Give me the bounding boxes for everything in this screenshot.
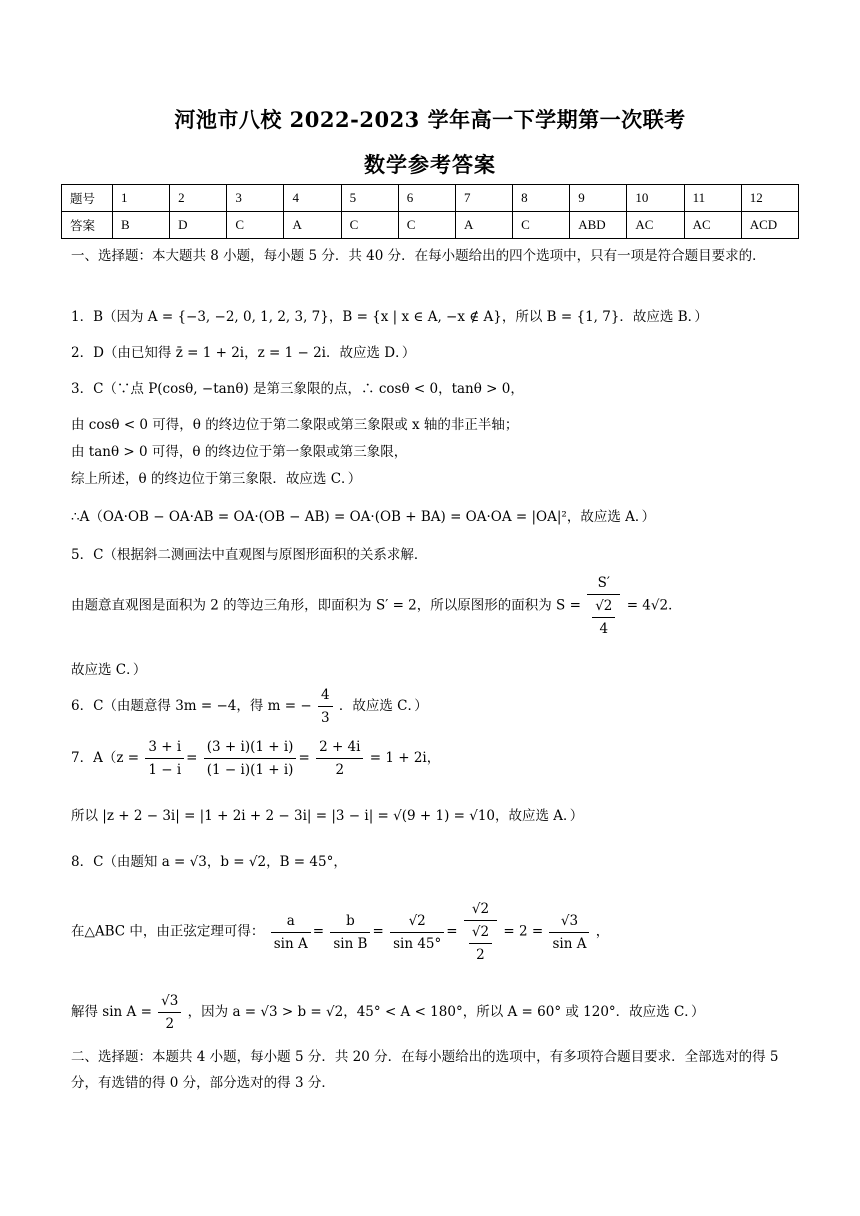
q5-inner-fraction xyxy=(592,595,615,640)
q7-f1-numerator: 3 + i xyxy=(145,736,184,759)
q8-f4-denominator xyxy=(464,921,497,966)
q7-f3-numerator: 2 + 4i xyxy=(316,736,363,759)
table-cell: C xyxy=(341,212,398,239)
answer-q6 xyxy=(71,684,428,729)
q8-text-before: 在△ABC 中，由正弦定理可得： xyxy=(71,923,265,940)
q7-fraction-2 xyxy=(204,736,297,781)
table-header-label: 题号 xyxy=(62,185,113,212)
q8-middle-text: = 2 = xyxy=(503,923,544,940)
q5-fraction-denominator xyxy=(587,595,620,640)
answer-q7-line2: 所以 |z + 2 − 3i| = |1 + 2i + 2 − 3i| = |3 − i| = √(9 + 1) = √10，故应选 A．） xyxy=(71,808,584,824)
answer-q5-line1: 5．C（根据斜二测画法中直观图与原图形面积的关系求解． xyxy=(71,547,428,563)
q7-f3-denominator: 2 xyxy=(335,762,345,778)
table-cell: ACD xyxy=(741,212,798,239)
q6-text-after: ．故应选 C．） xyxy=(338,698,428,714)
q8-f3-numerator: √2 xyxy=(390,910,444,933)
q5-fraction-numerator: S′ xyxy=(587,572,620,595)
q7-f1-denominator: 1 − i xyxy=(148,762,182,778)
q8-f5-denominator: sin A xyxy=(552,935,587,952)
q8-f3-denominator: sin 45° xyxy=(393,935,442,952)
q7-fraction-1 xyxy=(145,736,184,781)
q8-f2-denominator: sin B xyxy=(333,935,368,952)
answer-q3-line2: 由 cosθ < 0 可得，θ 的终边位于第二象限或第三象限或 x 轴的非正半轴； xyxy=(71,417,519,433)
table-cell: 9 xyxy=(570,185,627,212)
table-cell: A xyxy=(455,212,512,239)
q8-fraction-1 xyxy=(271,910,311,955)
q8-f4-numerator: √2 xyxy=(464,898,497,921)
q8-fraction-2 xyxy=(330,910,370,955)
table-cell: 7 xyxy=(455,185,512,212)
answer-q2: 2．D（由已知得 z̄ = 1 + 2i，z = 1 − 2i．故应选 D．） xyxy=(71,345,416,361)
q6-denominator: 3 xyxy=(321,710,330,726)
table-cell: 2 xyxy=(170,185,227,212)
answer-q5-line2 xyxy=(71,572,682,640)
q5-text-after: = 4√2． xyxy=(626,597,682,614)
answer-q1: 1．B（因为 A = {−3, −2, 0, 1, 2, 3, 7}，B = {x | x ∈ A, −x ∉ A}，所以 B = {1, 7}．故应选 B．） xyxy=(71,309,708,325)
page-subtitle: 数学参考答案 xyxy=(364,152,496,177)
q8c-fraction xyxy=(158,990,181,1035)
answer-q8-line3 xyxy=(71,990,705,1035)
q8c-text-before: 解得 sin A = xyxy=(71,1004,152,1020)
q8-fraction-3 xyxy=(390,910,444,955)
q7-f2-numerator: (3 + i)(1 + i) xyxy=(204,736,297,759)
table-cell: 3 xyxy=(227,185,284,212)
answer-q4: ∴A（OA·OB − OA·AB = OA·(OB − AB) = OA·(OB + BA) = OA·OA = |OA|²，故应选 A．） xyxy=(71,509,656,525)
q8-f5-numerator: √3 xyxy=(549,910,589,933)
table-cell: AC xyxy=(684,212,741,239)
q8-f4-inner-fraction xyxy=(469,921,492,966)
q8-f1-denominator: sin A xyxy=(273,935,308,952)
table-cell: 11 xyxy=(684,185,741,212)
table-cell: C xyxy=(513,212,570,239)
q5-text-before: 由题意直观图是面积为 2 的等边三角形，即面积为 S′ = 2，所以原图形的面积为 S = xyxy=(71,597,581,614)
q5-inner-numerator: √2 xyxy=(592,595,615,618)
table-cell: D xyxy=(170,212,227,239)
table-cell: C xyxy=(227,212,284,239)
section-two-intro: 二、选择题：本题共 4 小题，每小题 5 分．共 20 分．在每小题给出的选项中，有多项符合题目要求．全部选对的得 5 分，有选错的得 0 分，部分选对的得 3 分． xyxy=(71,1049,779,1091)
q6-fraction xyxy=(318,684,333,729)
section-one-intro: 一、选择题：本大题共 8 小题，每小题 5 分．共 40 分．在每小题给出的四个选项中，只有一项是符合题目要求的． xyxy=(71,248,766,264)
q8-f4-inner-numerator: √2 xyxy=(469,921,492,944)
q8-f1-numerator: a xyxy=(271,910,311,933)
table-cell: A xyxy=(284,212,341,239)
q8-fraction-4 xyxy=(464,898,497,966)
table-cell: ABD xyxy=(570,212,627,239)
q8c-numerator: √3 xyxy=(158,990,181,1013)
answer-q5-line3: 故应选 C．） xyxy=(71,662,147,678)
answer-q3-line1: 3．C（∵点 P(cosθ, −tanθ) 是第三象限的点，∴ cosθ < 0，tanθ > 0， xyxy=(71,381,524,397)
q5-fraction xyxy=(587,572,620,640)
page-title: 河池市八校 2022-2023 学年高一下学期第一次联考 xyxy=(174,107,686,132)
q7-f2-denominator: (1 − i)(1 + i) xyxy=(206,762,294,778)
table-cell: 10 xyxy=(627,185,684,212)
table-cell: 4 xyxy=(284,185,341,212)
answer-q8-line2: 在△ABC 中，由正弦定理可得： $\frac{a}{\text{sin A}}$ = $\frac{b}{\text{sin B}}$ = $\frac{√2}{\sin 45^\circ}$ = $\frac{√2}{\frac{√2}{2}}$ = 2 = $\frac{√3}{\text{sin A}}$ ， xyxy=(71,898,609,966)
q8-f2-numerator: b xyxy=(330,910,370,933)
table-cell: 8 xyxy=(513,185,570,212)
table-cell: AC xyxy=(627,212,684,239)
q5-inner-denominator: 4 xyxy=(599,621,609,637)
q8-fraction-5 xyxy=(549,910,589,955)
q8c-denominator: 2 xyxy=(165,1016,175,1032)
table-answer-label: 答案 xyxy=(62,212,113,239)
table-cell: 12 xyxy=(741,185,798,212)
q8-text-after: ， xyxy=(595,923,610,940)
table-cell: B xyxy=(113,212,170,239)
answer-q3-line4: 综上所述，θ 的终边位于第三象限．故应选 C．） xyxy=(71,471,362,487)
q7-text-after: = 1 + 2i， xyxy=(369,750,441,766)
answer-q7-line1: 7．A（z = $\frac{3 + i}{1 - i}$ = $\frac{(3 + i)(1 + i)}{(1 - i)(1 + i)}$ = $\frac{2 + 4i}{2}$ = 1 + 2i， xyxy=(71,736,440,781)
answer-q3-line3: 由 tanθ > 0 可得，θ 的终边位于第一象限或第三象限， xyxy=(71,444,408,460)
q7-fraction-3 xyxy=(316,736,363,781)
q6-text-before: 6．C（由题意得 3m = −4，得 m = − xyxy=(71,698,312,714)
table-cell: 5 xyxy=(341,185,398,212)
answer-table xyxy=(61,184,799,239)
q6-numerator: 4 xyxy=(318,684,333,707)
table-row-numbers xyxy=(62,185,799,212)
table-cell: C xyxy=(398,212,455,239)
q8-f4-inner-denominator: 2 xyxy=(476,947,485,963)
q8c-text-after: ，因为 a = √3 > b = √2，45° < A < 180°，所以 A = 60° 或 120°．故应选 C．） xyxy=(187,1004,705,1020)
q7-text-before: 7．A（z = xyxy=(71,750,140,766)
table-row-answers xyxy=(62,212,799,239)
table-cell: 6 xyxy=(398,185,455,212)
table-cell: 1 xyxy=(113,185,170,212)
answer-q8-line1: 8．C（由题知 a = √3，b = √2，B = 45°， xyxy=(71,854,347,870)
